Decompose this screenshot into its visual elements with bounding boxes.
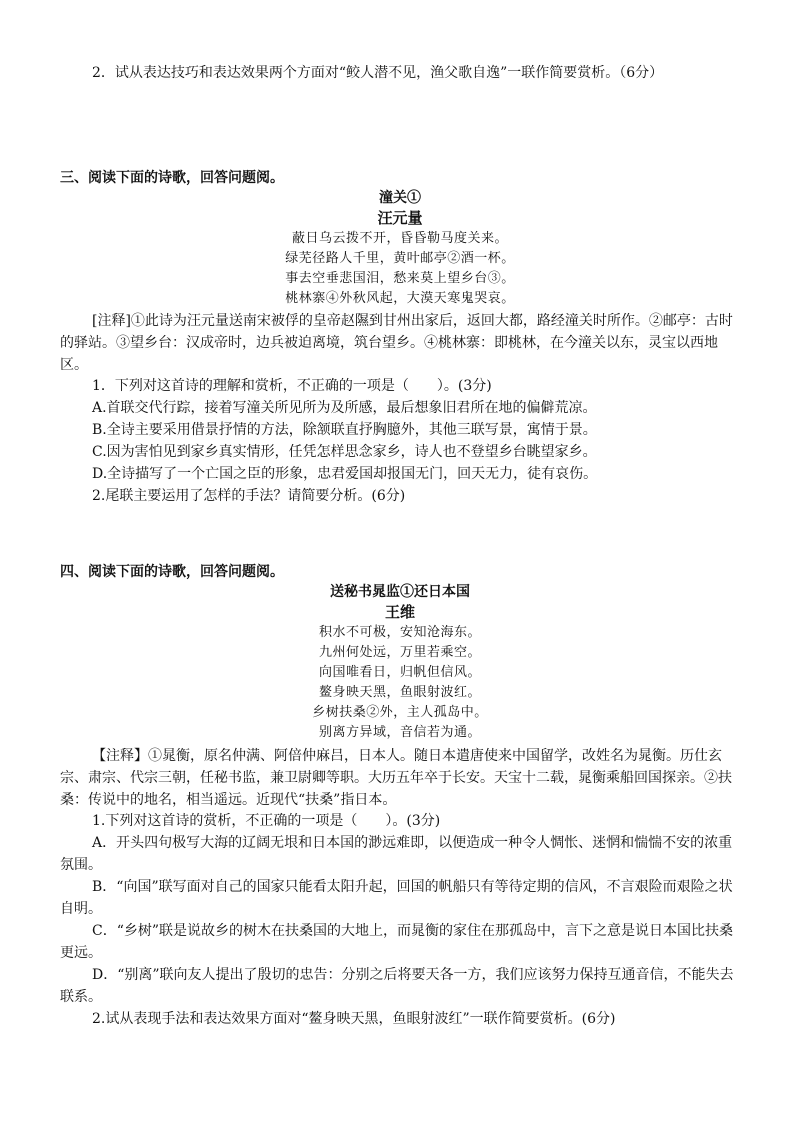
- section4-poem-line: 积水不可极，安知沧海东。: [318, 625, 481, 640]
- section4-heading: 四、阅读下面的诗歌，回答问题阅。: [60, 564, 284, 580]
- section4-option-d: D．“别离”联向友人提出了殷切的忠告：分别之后将要天各一方，我们应该努力保持互通音信，不能失去联系。: [60, 967, 734, 1005]
- section4-option-a: A．开头四句极写大海的辽阔无垠和日本国的渺远难即，以便造成一种令人惆怅、迷惘和惴惴不安的浓重氛围。: [60, 835, 733, 873]
- section3-heading: 三、阅读下面的诗歌，回答问题阅。: [60, 170, 284, 186]
- section3-question1: 1．下列对这首诗的理解和赏析，不正确的一项是（ ）。(3分): [92, 378, 492, 394]
- section4-poem-line: 鳌身映天黑，鱼眼射波红。: [318, 685, 481, 700]
- section3-poem-line: 事去空垂悲国泪，愁来莫上望乡台③。: [285, 271, 515, 286]
- section4-option-c: C．“乡树”联是说故乡的树木在扶桑国的大地上，而晁衡的家住在那孤岛中，言下之意是说日本国比扶桑更远。: [60, 923, 734, 961]
- section4-question1: 1.下列对这首诗的赏析，不正确的一项是（ ）。(3分): [92, 813, 441, 829]
- section4-poem-line: 乡树扶桑②外，主人孤岛中。: [312, 705, 488, 720]
- section4-question2: 2.试从表现手法和表达效果方面对“鳌身映天黑，鱼眼射波红”一联作简要赏析。(6分): [92, 1011, 616, 1027]
- section3-option-c: C.因为害怕见到家乡真实情形，任凭怎样思念家乡，诗人也不登望乡台眺望家乡。: [92, 444, 597, 460]
- section4-poem-title: 送秘书晁监①还日本国: [330, 584, 470, 600]
- section3-poem-line: 桃林寨④外秋风起，大漠天寒鬼哭哀。: [285, 291, 515, 306]
- section4-poem-line: 九州何处远，万里若乘空。: [318, 645, 481, 660]
- section4-poem-line: 别离方异域，音信若为通。: [318, 725, 481, 740]
- section3-poem-author: 汪元量: [377, 209, 423, 227]
- section4-note: 【注释】①晁衡，原名仲满、阿倍仲麻吕，日本人。随日本遣唐使来中国留学，改姓名为晁衡。历仕玄宗、肃宗、代宗三朝，任秘书监，兼卫尉卿等职。大历五年卒于长安。天宝十二载，晁衡乘船回国探亲。②扶桑：传说中的地名，相当遥远。近现代“扶桑”指日本。: [60, 748, 732, 808]
- section3-note: [注释]①此诗为汪元量送南宋被俘的皇帝赵隰到甘州出家后，返回大都，路经潼关时所作。②邮亭：古时的驿站。③望乡台：汉成帝时，边兵被迫离境，筑台望乡。④桃林寨：即桃林，在今潼关以东，灵宝以西地区。: [60, 313, 733, 373]
- section3-poem-title: 潼关①: [379, 190, 421, 206]
- section4-poem-line: 向国唯看日，归帆但信风。: [318, 665, 481, 680]
- section3-option-b: B.全诗主要采用借景抒情的方法，除颔联直抒胸臆外，其他三联写景，寓情于景。: [92, 422, 597, 438]
- section3-poem-line: 蔽日乌云拨不开，昏昏勒马度关来。: [291, 231, 508, 246]
- section3-option-d: D.全诗描写了一个亡国之臣的形象，忠君爱国却报国无门，回天无力，徒有哀伤。: [92, 466, 598, 482]
- top-question: 2．试从表达技巧和表达效果两个方面对“鲛人潜不见，渔父歌自逸”一联作简要赏析。（6分）: [92, 65, 664, 81]
- section4-option-b: B．“向国”联写面对自己的国家只能看太阳升起，回国的帆船只有等待定期的信风，不言艰险而艰险之状自明。: [60, 879, 733, 917]
- section3-poem-line: 绿芜径路人千里，黄叶邮亭②酒一杯。: [285, 251, 515, 266]
- section4-poem-author: 王维: [384, 603, 415, 621]
- section3-question2: 2.尾联主要运用了怎样的手法？请简要分析。(6分): [92, 488, 406, 504]
- section3-option-a: A.首联交代行踪，接着写潼关所见所为及所感，最后想象旧君所在地的偏僻荒凉。: [92, 400, 597, 416]
